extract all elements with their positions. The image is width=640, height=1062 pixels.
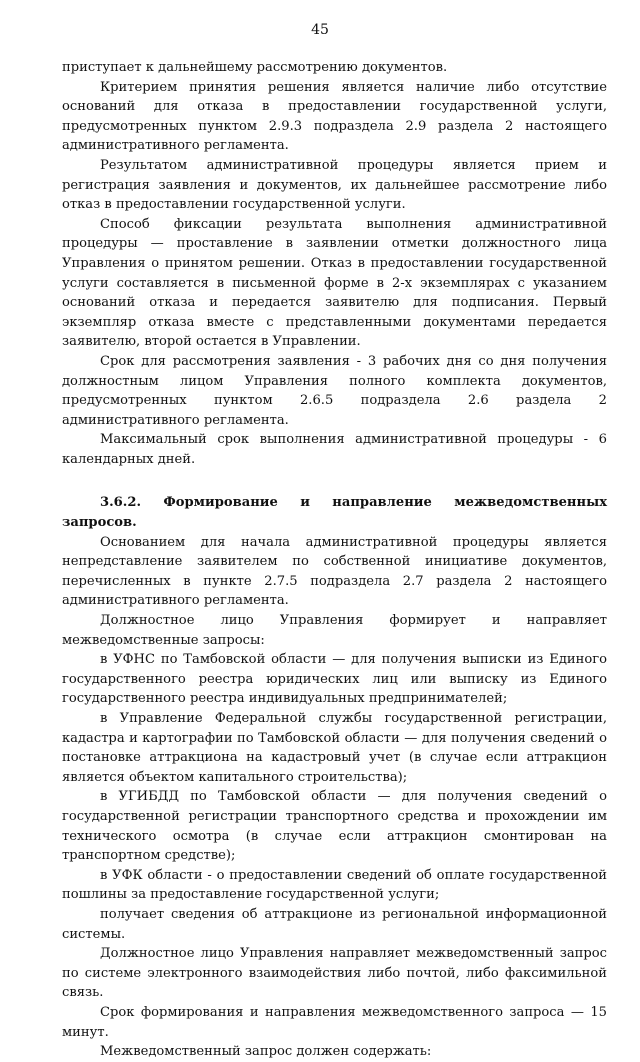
list-item: в УФНС по Тамбовской области — для получения выписки из Единого государственного реестра юридических лиц или выписку из Единого государственного реестра индивидуальных предпринимателей; <box>62 652 607 707</box>
document-body <box>62 58 607 1062</box>
paragraph: Срок для рассмотрения заявления - 3 рабочих дня со дня получения должностным лицом Управления полного комплекта документов, предусмотренных пунктом 2.6.5 подраздела 2.6 раздела 2 административного регламента. <box>62 353 607 428</box>
paragraph: Основанием для начала административной процедуры является непредставление заявителем по собственной инициативе документов, перечисленных в пункте 2.7.5 подраздела 2.7 раздела 2 настоящего административного регламента. <box>62 534 607 609</box>
section-heading: 3.6.2. Формирование и направление межведомственных запросов. <box>62 495 607 531</box>
list-item: в Управление Федеральной службы государственной регистрации, кадастра и картографии по Тамбовской области — для получения сведений о постановке аттракциона на кадастровый учет (в случае если аттракцион является объектом капитального строительства); <box>62 711 607 785</box>
paragraph: Должностное лицо Управления направляет межведомственный запрос по системе электронного взаимодействия либо почтой, либо факсимильной связь. <box>62 946 607 1001</box>
paragraph: Должностное лицо Управления формирует и направляет межведомственные запросы: <box>62 613 607 648</box>
list-item: в УГИБДД по Тамбовской области — для получения сведений о государственной регистрации транспортного средства и прохождении им технического осмотра (в случае если аттракцион смонтирован на транспортном средстве); <box>62 789 607 864</box>
list-item: в УФК области - о предоставлении сведений об оплате государственной пошлины за предоставление государственной услуги; <box>62 867 607 903</box>
page-number: 45 <box>311 22 329 38</box>
paragraph: Способ фиксации результата выполнения административной процедуры — проставление в заявлении отметки должностного лица Управления о принятом решении. Отказ в предоставлении государственной услуги составляется в письменной форме в 2-х экземплярах с указанием оснований отказа и передается заявителю для подписания. Первый экземпляр отказа вместе с представленными документами передается заявителю, второй остается в Управлении. <box>62 216 607 350</box>
paragraph: Результатом административной процедуры является прием и регистрация заявления и документов, их дальнейшее рассмотрение либо отказ в предоставлении государственной услуги. <box>62 157 607 213</box>
paragraph: приступает к дальнейшему рассмотрению документов. <box>62 60 448 75</box>
paragraph: Максимальный срок выполнения административной процедуры - 6 календарных дней. <box>62 432 607 467</box>
paragraph: Срок формирования и направления межведомственного запроса — 15 минут. <box>62 1004 607 1040</box>
paragraph: Критерием принятия решения является наличие либо отсутствие оснований для отказа в предоставлении государственной услуги, предусмотренных пунктом 2.9.3 подраздела 2.9 раздела 2 настоящего административного регламента. <box>62 79 607 154</box>
list-item: получает сведения об аттракционе из региональной информационной системы. <box>62 906 607 942</box>
paragraph: Межведомственный запрос должен содержать: <box>100 1044 432 1060</box>
